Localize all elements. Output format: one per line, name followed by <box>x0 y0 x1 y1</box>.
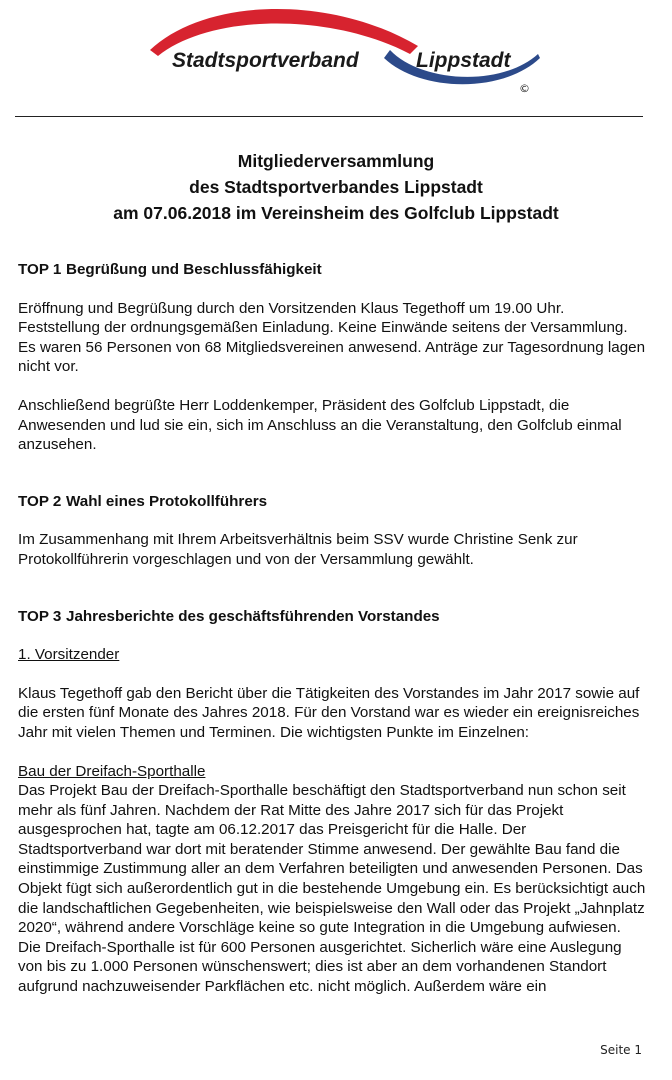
top1-number: TOP 1 <box>18 261 62 278</box>
top3-paragraph-1: Klaus Tegethoff gab den Bericht über die Tätigkeiten des Vorstandes im Jahr 2017 sowie auf die ersten fünf Monate des Jahres 2018. Für den Vorstand war es wieder ein ereignisreiches Jahr mit vielen Themen und Terminen. Die wichtigsten Punkte im Einzelnen: <box>18 684 640 741</box>
top2-heading <box>18 492 646 512</box>
logo-copyright: © <box>519 82 530 95</box>
page-number: Seite 1 <box>600 1043 642 1057</box>
title-line-2: des Stadtsportverbandes Lippstadt <box>189 177 483 197</box>
top2-paragraph-1: Im Zusammenhang mit Ihrem Arbeitsverhältnis beim SSV wurde Christine Senk zur Protokollführerin vorgeschlagen und von der Versammlung gewählt. <box>18 531 578 568</box>
top1-paragraph-1: Eröffnung und Begrüßung durch den Vorsitzenden Klaus Tegethoff um 19.00 Uhr. Feststellung der ordnungsgemäßen Einladung. Keine Einwände seitens der Versammlung. Es waren 56 Personen von 68 Mitgliedsvereinen anwesend. Anträge zur Tagesordnung lagen nicht vor. <box>18 299 646 376</box>
top2-number: TOP 2 <box>18 492 62 510</box>
document-title <box>0 148 672 226</box>
top3-subheading-chair: 1. Vorsitzender <box>18 646 120 664</box>
top3-subheading-sports-hall: Bau der Dreifach-Sporthalle <box>18 762 206 780</box>
top2-title: Wahl eines Protokollführers <box>66 492 268 510</box>
top3-title: Jahresberichte des geschäftsführenden Vorstandes <box>66 607 440 625</box>
logo-left-word: Stadtsportverband <box>172 49 359 72</box>
top3-number: TOP 3 <box>18 607 62 625</box>
top1-heading <box>18 260 646 280</box>
title-line-1: Mitgliederversammlung <box>237 151 435 171</box>
top1-paragraph-2: Anschließend begrüßte Herr Loddenkemper, Präsident des Golfclub Lippstadt, die Anwesenden und lud sie ein, sich im Anschluss an die Veranstaltung, den Golfclub einmal anzusehen. <box>18 396 622 454</box>
title-line-3: am 07.06.2018 im Vereinsheim des Golfclub Lippstadt <box>113 203 559 223</box>
top3-heading <box>18 607 646 627</box>
top1-title: Begrüßung und Beschlussfähigkeit <box>66 261 322 278</box>
logo <box>0 0 672 100</box>
header-divider <box>15 116 643 117</box>
top3-paragraph-2: Das Projekt Bau der Dreifach-Sporthalle beschäftigt den Stadtsportverband nun schon seit mehr als fünf Jahren. Nachdem der Rat Mitte des Jahre 2017 sich für das Projekt ausgesprochen hat, tagte am 06.12.2017 das Preisgericht für die Halle. Der Stadtsportverband war dort mit beratender Stimme anwesend. Der gewählte Bau fand die einstimmige Zustimmung aller an dem Verfahren beteiligten und anwesenden Personen. Das Objekt fügt sich außerordentlich gut in die bestehende Umgebung ein. Es berücksichtigt auch die landschaftlichen Gegebenheiten, wie beispielsweise den Wall oder das Projekt „Jahnplatz 2020“, während andere Vorschläge keine so gute Integration in die Umgebung aufwiesen. Die Dreifach-Sporthalle ist für 600 Personen ausgerichtet. Sicherlich wäre eine Auslegung von bis zu 1.000 Personen wünschenswert; dies ist aber an dem vorhandenen Standort aufgrund nachzuweisender Parkflächen etc. nicht möglich. Außerdem wäre ein <box>18 782 646 996</box>
logo-right-word: Lippstadt <box>416 49 511 72</box>
document-body <box>18 260 646 997</box>
